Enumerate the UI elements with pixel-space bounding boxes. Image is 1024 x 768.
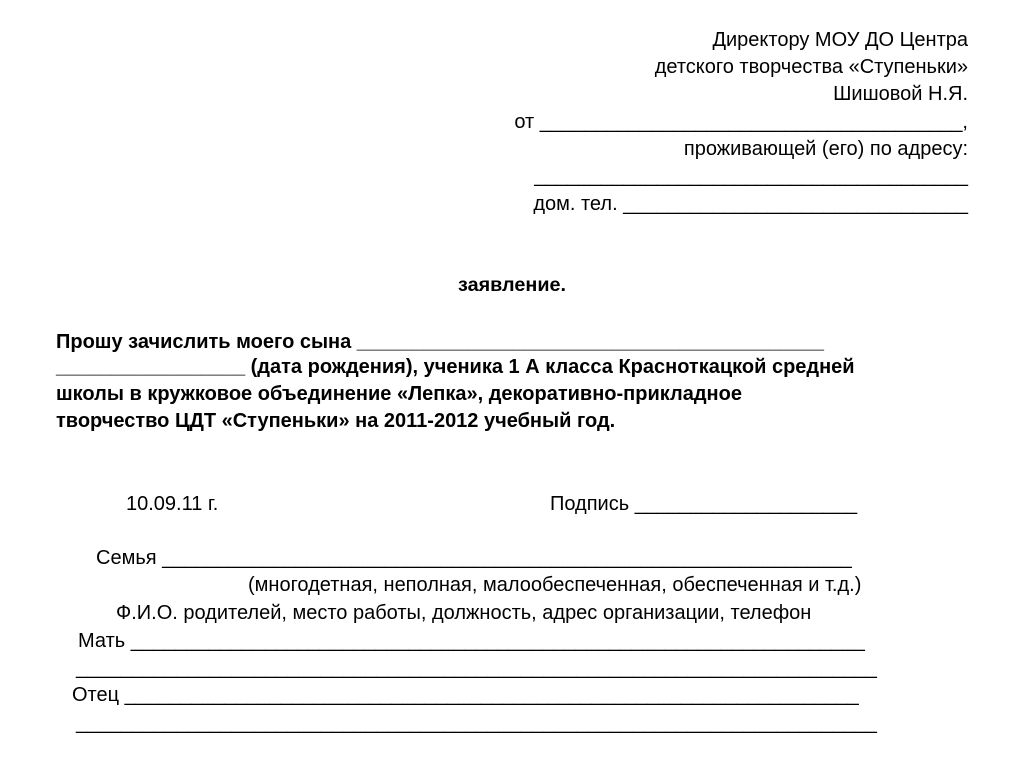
addressee-line-1: Директору МОУ ДО Центра [712, 29, 968, 51]
signature-field: Подпись ____________________ [550, 493, 858, 515]
addressee-name: Шишовой Н.Я. [833, 83, 968, 105]
application-date: 10.09.11 г. [126, 493, 219, 515]
from-field: от ______________________________________, [514, 111, 968, 133]
address-label: проживающей (его) по адресу: [683, 138, 968, 160]
body-line-4: творчество ЦДТ «Ступеньки» на 2011-2012 учебный год. [56, 410, 616, 432]
body-line-2: _________________ (дата рождения), ученика 1 А класса Красноткацкой средней [56, 356, 855, 378]
father-blank-line: ________________________________________________________________________ [76, 712, 877, 734]
mother-field: Мать __________________________________________________________________ [78, 630, 865, 652]
family-hint: (многодетная, неполная, малообеспеченная, обеспеченная и т.д.) [248, 574, 862, 596]
family-field: Семья ______________________________________________________________ [96, 547, 852, 569]
body-line-1: Прошу зачислить моего сына __________________________________________ [56, 331, 824, 353]
address-field: _______________________________________ [534, 165, 968, 187]
body-line-3: школы в кружковое объединение «Лепка», декоративно-прикладное [56, 383, 742, 405]
addressee-line-2: детского творчества «Ступеньки» [654, 56, 968, 78]
parents-header: Ф.И.О. родителей, место работы, должность, адрес организации, телефон [116, 602, 812, 624]
mother-blank-line: ________________________________________________________________________ [76, 657, 877, 679]
phone-field: дом. тел. _______________________________ [533, 193, 968, 215]
document-title: заявление. [457, 274, 566, 296]
father-field: Отец __________________________________________________________________ [72, 684, 859, 706]
